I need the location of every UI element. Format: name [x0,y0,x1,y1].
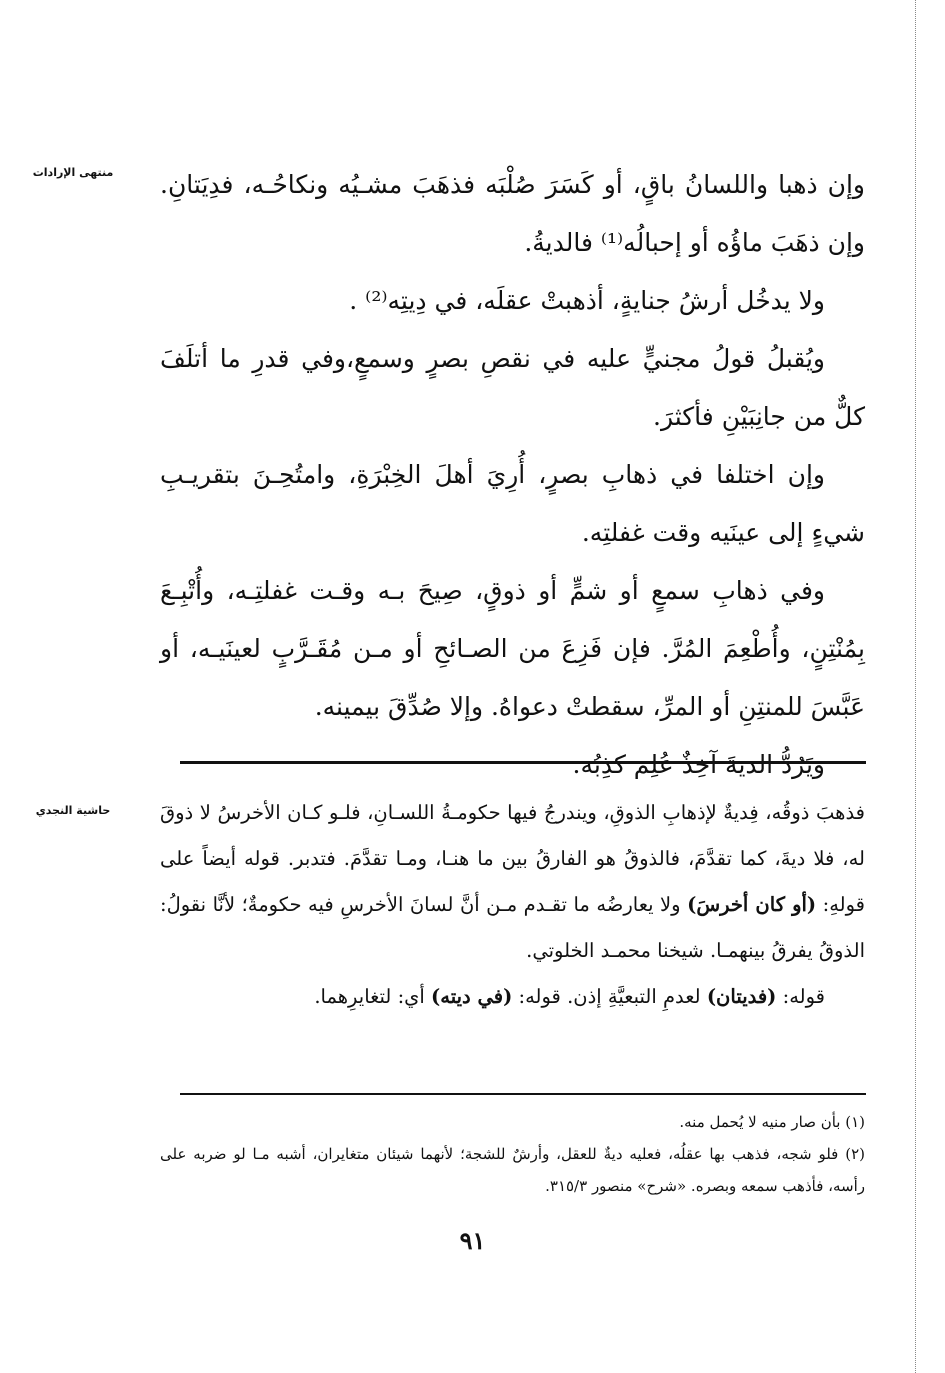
main-paragraph: وفي ذهابِ سمعٍ أو شمٍّ أو ذوقٍ، صِيحَ بـه وقـت غفلتِـه، وأُتْبِـعَ بِمُنْتِنٍ، وأُطْعِمَ المُرَّ. فإن فَزِعَ من الصـائحِ أو مـن مُقَـرَّبٍ لعينَيـه، أو عَبَّسَ للمنتِنِ أو المرِّ، سقطتْ دعواهُ. وإلا صُدِّقَ بيمينه. [160,576,865,721]
footnote: (٢) فلو شجه، فذهب بها عقلُه، فعليه ديةٌ للعقل، وأرشٌ للشجة؛ لأنهما شيئان متغايران، أشبه مـا لو ضربه على رأسه، فأذهب سمعه وبصره. «شرح» منصور ٣١٥/٣. [160,1145,865,1195]
margin-dotted-line [915,0,916,1373]
footnote: (١) بأن صار منيه لا يُحمل منه. [679,1113,865,1131]
commentary-quote: (فديتان) [706,985,777,1008]
commentary-quote: (في ديته) [431,985,513,1008]
commentary-text-run: لعدمِ التبعيَّةِ إذن. قوله: [518,985,701,1008]
commentary-quote: (أو كان أخرسَ) [687,893,817,916]
commentary-paragraph [160,974,865,1020]
side-label-book-title: منتهى الإرادات [32,166,114,179]
main-paragraph: ولا يدخُل أرشُ جنايةٍ، أذهبتْ عقلَه، في دِيتِه⁽²⁾ . [349,286,825,315]
commentary-text-run: قوله: [782,985,825,1008]
footnotes [160,1106,865,1202]
main-paragraph: ويُقبلُ قولُ مجنيٍّ عليه في نقصِ بصرٍ وسمعٍ،وفي قدرِ ما أتلَفَ كلٌّ من جانِبَيْنِ فأكثرَ. [160,344,865,431]
main-paragraph: وإن اختلفا في ذهابِ بصرٍ، أُرِيَ أهلَ الخِبْرَةِ، وامتُحِـنَ بتقريـبِ شيءٍ إلى عينَيه وقت غفلتِه. [160,460,865,547]
commentary-text-run: أي: لتغايرِهما. [314,985,425,1008]
main-text [160,156,865,794]
page-number: ٩١ [459,1226,486,1255]
side-label-commentary-title: حاشية النجدي [35,804,111,817]
commentary-text-run: فذهبَ ذوقُه، فِديةٌ لإذهابِ الذوقِ، ويندرجُ فيها حكومـةُ اللسـانِ، فلـو كـان الأخرسُ لا ذوقَ له، فلا ديةَ، كما تقدَّمَ، فالذوقُ هو الفارقُ بين ما هنـا، ومـا تقدَّمَ. فتدبر. قوله أيضاً على قولهِ: [160,801,865,916]
commentary-text [160,790,865,1020]
main-paragraph: ويَرُدُّ الديةَ آخِذٌ عُلِم كذِبُه. [572,750,825,779]
main-separator-rule [180,761,866,764]
commentary-text-run: ولا يعارضُه ما تقـدم مـن أنَّ لسانَ الأخرسِ فيه حكومةٌ؛ لأنَّا نقولُ: الذوقُ يفرقُ بينهمـا. شيخنا محمـد الخلوتي. [160,893,865,962]
footnote-separator-rule [180,1093,866,1095]
main-paragraph: وإن ذهبا واللسانُ باقٍ، أو كَسَرَ صُلْبَه فذهَبَ مشـيُه ونكاحُـه، فدِيَتانِ. وإن ذهَبَ ماؤُه أو إحبالُه⁽¹⁾ فالديةُ. [160,170,865,257]
commentary-paragraph [160,790,865,974]
